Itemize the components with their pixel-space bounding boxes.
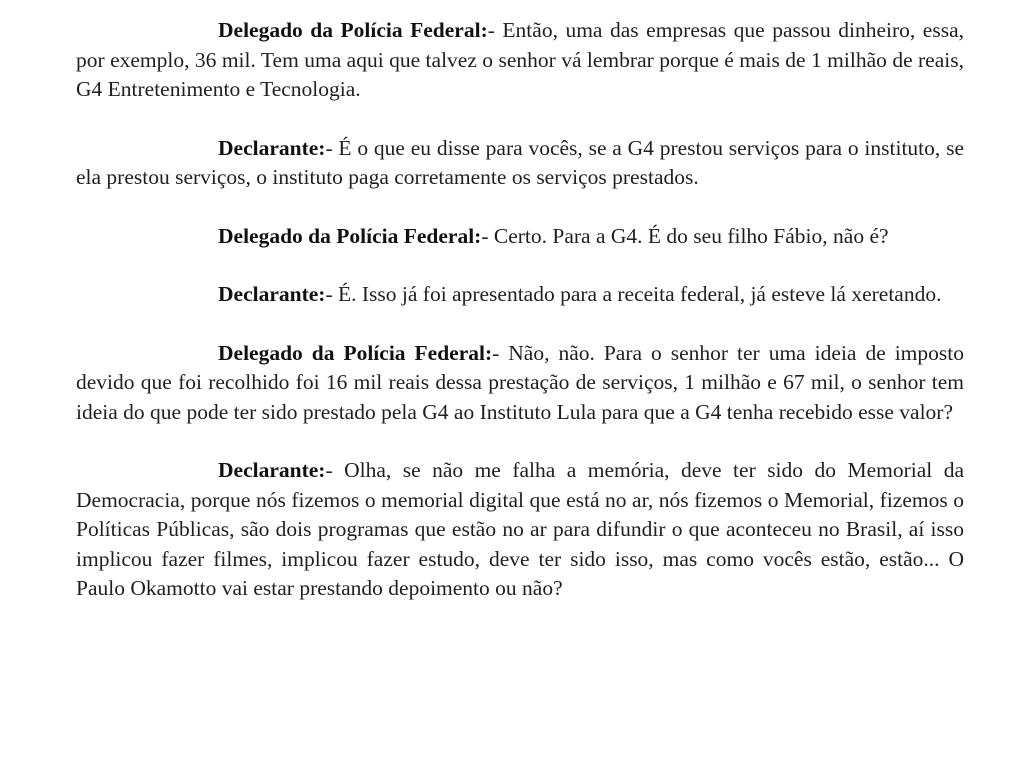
speaker-label: Delegado da Polícia Federal: xyxy=(218,223,482,248)
transcript-paragraph xyxy=(76,456,964,604)
transcript-document xyxy=(76,16,964,633)
transcript-paragraph xyxy=(76,134,964,193)
statement-text: - É. Isso já foi apresentado para a receita federal, já esteve lá xeretando. xyxy=(325,282,942,306)
speaker-label: Declarante: xyxy=(218,458,326,482)
transcript-paragraph xyxy=(76,16,964,105)
speaker-label: Delegado da Polícia Federal: xyxy=(218,18,488,42)
transcript-paragraph xyxy=(76,339,964,428)
transcript-paragraph xyxy=(76,222,964,252)
speaker-label: Delegado da Polícia Federal: xyxy=(218,340,493,365)
statement-text: - Não, não. Para o senhor ter uma ideia de imposto devido que foi recolhido foi 16 mil reais dessa prestação de serviços, 1 milhão e 67 mil, o senhor tem ideia do que pode ter sido prestado pela G4 ao Instituto Lula para que a G4 tenha recebido esse valor? xyxy=(76,340,964,424)
speaker-label: Declarante: xyxy=(218,135,326,160)
transcript-paragraph xyxy=(76,280,964,310)
statement-text: - Certo. Para a G4. É do seu filho Fábio, não é? xyxy=(481,223,889,248)
statement-text: - Então, uma das empresas que passou dinheiro, essa, por exemplo, 36 mil. Tem uma aqui que talvez o senhor vá lembrar porque é mais de 1 milhão de reais, G4 Entretenimento e Tecnologia. xyxy=(76,18,964,101)
speaker-label: Declarante: xyxy=(218,282,326,306)
statement-text: - Olha, se não me falha a memória, deve ter sido do Memorial da Democracia, porque nós fizemos o memorial digital que está no ar, nós fizemos o Memorial, fizemos o Políticas Públicas, são dois programas que estão no ar para difundir o que aconteceu no Brasil, aí isso implicou fazer filmes, implicou fazer estudo, deve ter sido isso, mas como vocês estão, estão... O Paulo Okamotto vai estar prestando depoimento ou não? xyxy=(76,458,964,600)
statement-text: - É o que eu disse para vocês, se a G4 prestou serviços para o instituto, se ela prestou serviços, o instituto paga corretamente os serviços prestados. xyxy=(76,135,964,189)
